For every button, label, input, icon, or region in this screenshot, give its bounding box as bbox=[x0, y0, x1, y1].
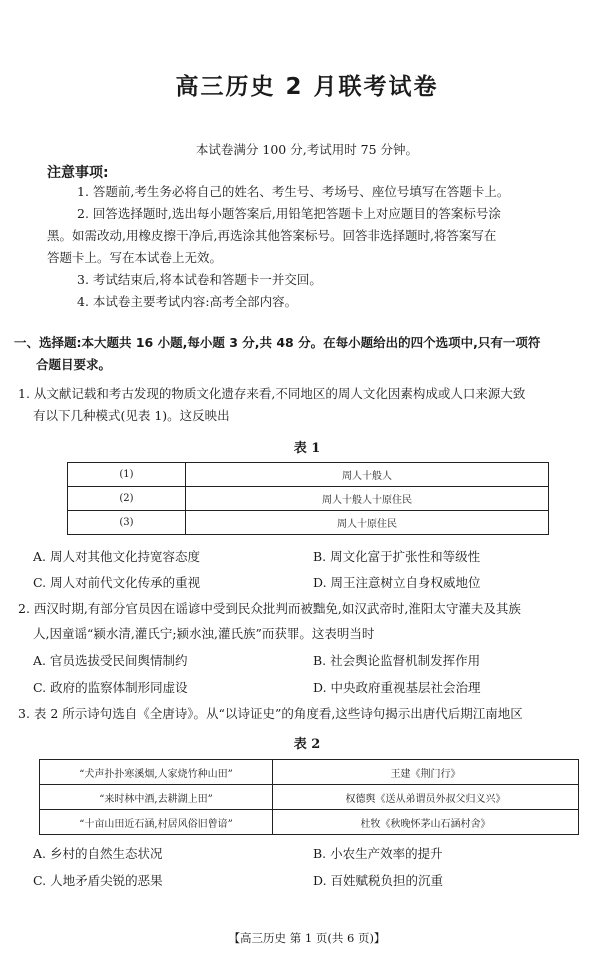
table-cell: 周人十般人十原住民 bbox=[186, 487, 549, 511]
section-heading-cont: 合题目要求。 bbox=[36, 357, 112, 372]
table2 bbox=[39, 759, 579, 835]
table-row bbox=[40, 760, 579, 785]
table-cell: “来时林中酒,去耕湖上田” bbox=[40, 785, 273, 810]
table-cell: (1) bbox=[68, 463, 186, 487]
table-row bbox=[68, 487, 549, 511]
table2-title: 表 2 bbox=[293, 737, 321, 752]
table-cell: 周人十般人 bbox=[186, 463, 549, 487]
section-heading: 一、选择题:本大题共 16 小题,每小题 3 分,共 48 分。在每小题给出的四个选项中,只有一项符 bbox=[14, 335, 541, 350]
table-cell: 杜牧《秋晚怀茅山石涵村舍》 bbox=[273, 810, 579, 835]
exam-info: 本试卷满分 100 分,考试用时 75 分钟。 bbox=[195, 142, 419, 157]
table-cell: “犬声扑扑寒溪烟,人家烧竹种山田” bbox=[40, 760, 273, 785]
table-row bbox=[40, 810, 579, 835]
table-cell: “十亩山田近石涵,村居风俗旧曾谙” bbox=[40, 810, 273, 835]
table-cell: (2) bbox=[68, 487, 186, 511]
table-row bbox=[68, 511, 549, 535]
q1-stem: 1. 从文献记载和考古发现的物质文化遗存来看,不同地区的周人文化因素构成或人口来源大致 bbox=[18, 386, 526, 401]
page-title: 高三历史 2 月联考试卷 bbox=[175, 74, 439, 100]
q3-option-a: A. 乡村的自然生态状况 bbox=[33, 846, 163, 861]
page-footer: 【高三历史 第 1 页(共 6 页)】 bbox=[228, 931, 386, 945]
table1 bbox=[67, 462, 549, 535]
q1-option-a: A. 周人对其他文化持宽容态度 bbox=[33, 549, 200, 564]
table-cell: 权德舆《送从弟谓员外叔父归义兴》 bbox=[273, 785, 579, 810]
table-row bbox=[40, 785, 579, 810]
q2-option-a: A. 官员选拔受民间舆情制约 bbox=[33, 653, 188, 668]
q1-option-c: C. 周人对前代文化传承的重视 bbox=[33, 575, 201, 590]
q1-option-d: D. 周王注意树立自身权威地位 bbox=[313, 575, 481, 590]
q2-stem-cont: 人,因童谣“颍水清,灌氏宁;颍水浊,灌氏族”而获罪。这表明当时 bbox=[33, 626, 375, 641]
notice-item: 4. 本试卷主要考试内容:高考全部内容。 bbox=[77, 294, 298, 309]
q2-option-d: D. 中央政府重视基层社会治理 bbox=[313, 680, 481, 695]
q2-stem: 2. 西汉时期,有部分官员因在谣谚中受到民众批判而被黜免,如汉武帝时,淮阳太守灌夫及其族 bbox=[18, 601, 521, 616]
notice-item: 3. 考试结束后,将本试卷和答题卡一并交回。 bbox=[77, 272, 322, 287]
notice-item: 2. 回答选择题时,选出每小题答案后,用铅笔把答题卡上对应题目的答案标号涂 bbox=[77, 206, 501, 221]
notice-item: 黑。如需改动,用橡皮擦干净后,再选涂其他答案标号。回答非选择题时,将答案写在 bbox=[47, 228, 497, 243]
table-cell: 王建《荆门行》 bbox=[273, 760, 579, 785]
q3-stem: 3. 表 2 所示诗句选自《全唐诗》。从“以诗证史”的角度看,这些诗句揭示出唐代后期江南地区 bbox=[18, 706, 523, 721]
q3-option-d: D. 百姓赋税负担的沉重 bbox=[313, 873, 444, 888]
q2-option-b: B. 社会舆论监督机制发挥作用 bbox=[313, 653, 481, 668]
notice-title: 注意事项: bbox=[47, 165, 109, 181]
q2-option-c: C. 政府的监察体制形同虚设 bbox=[33, 680, 188, 695]
table-row bbox=[68, 463, 549, 487]
q3-option-c: C. 人地矛盾尖锐的恶果 bbox=[33, 873, 163, 888]
notice-item: 1. 答题前,考生务必将自己的姓名、考生号、考场号、座位号填写在答题卡上。 bbox=[77, 184, 510, 199]
q1-stem-cont: 有以下几种模式(见表 1)。这反映出 bbox=[33, 408, 230, 423]
notice-item: 答题卡上。写在本试卷上无效。 bbox=[47, 250, 223, 265]
table1-title: 表 1 bbox=[293, 441, 321, 456]
table-cell: (3) bbox=[68, 511, 186, 535]
table-cell: 周人十原住民 bbox=[186, 511, 549, 535]
q3-option-b: B. 小农生产效率的提升 bbox=[313, 846, 443, 861]
q1-option-b: B. 周文化富于扩张性和等级性 bbox=[313, 549, 481, 564]
